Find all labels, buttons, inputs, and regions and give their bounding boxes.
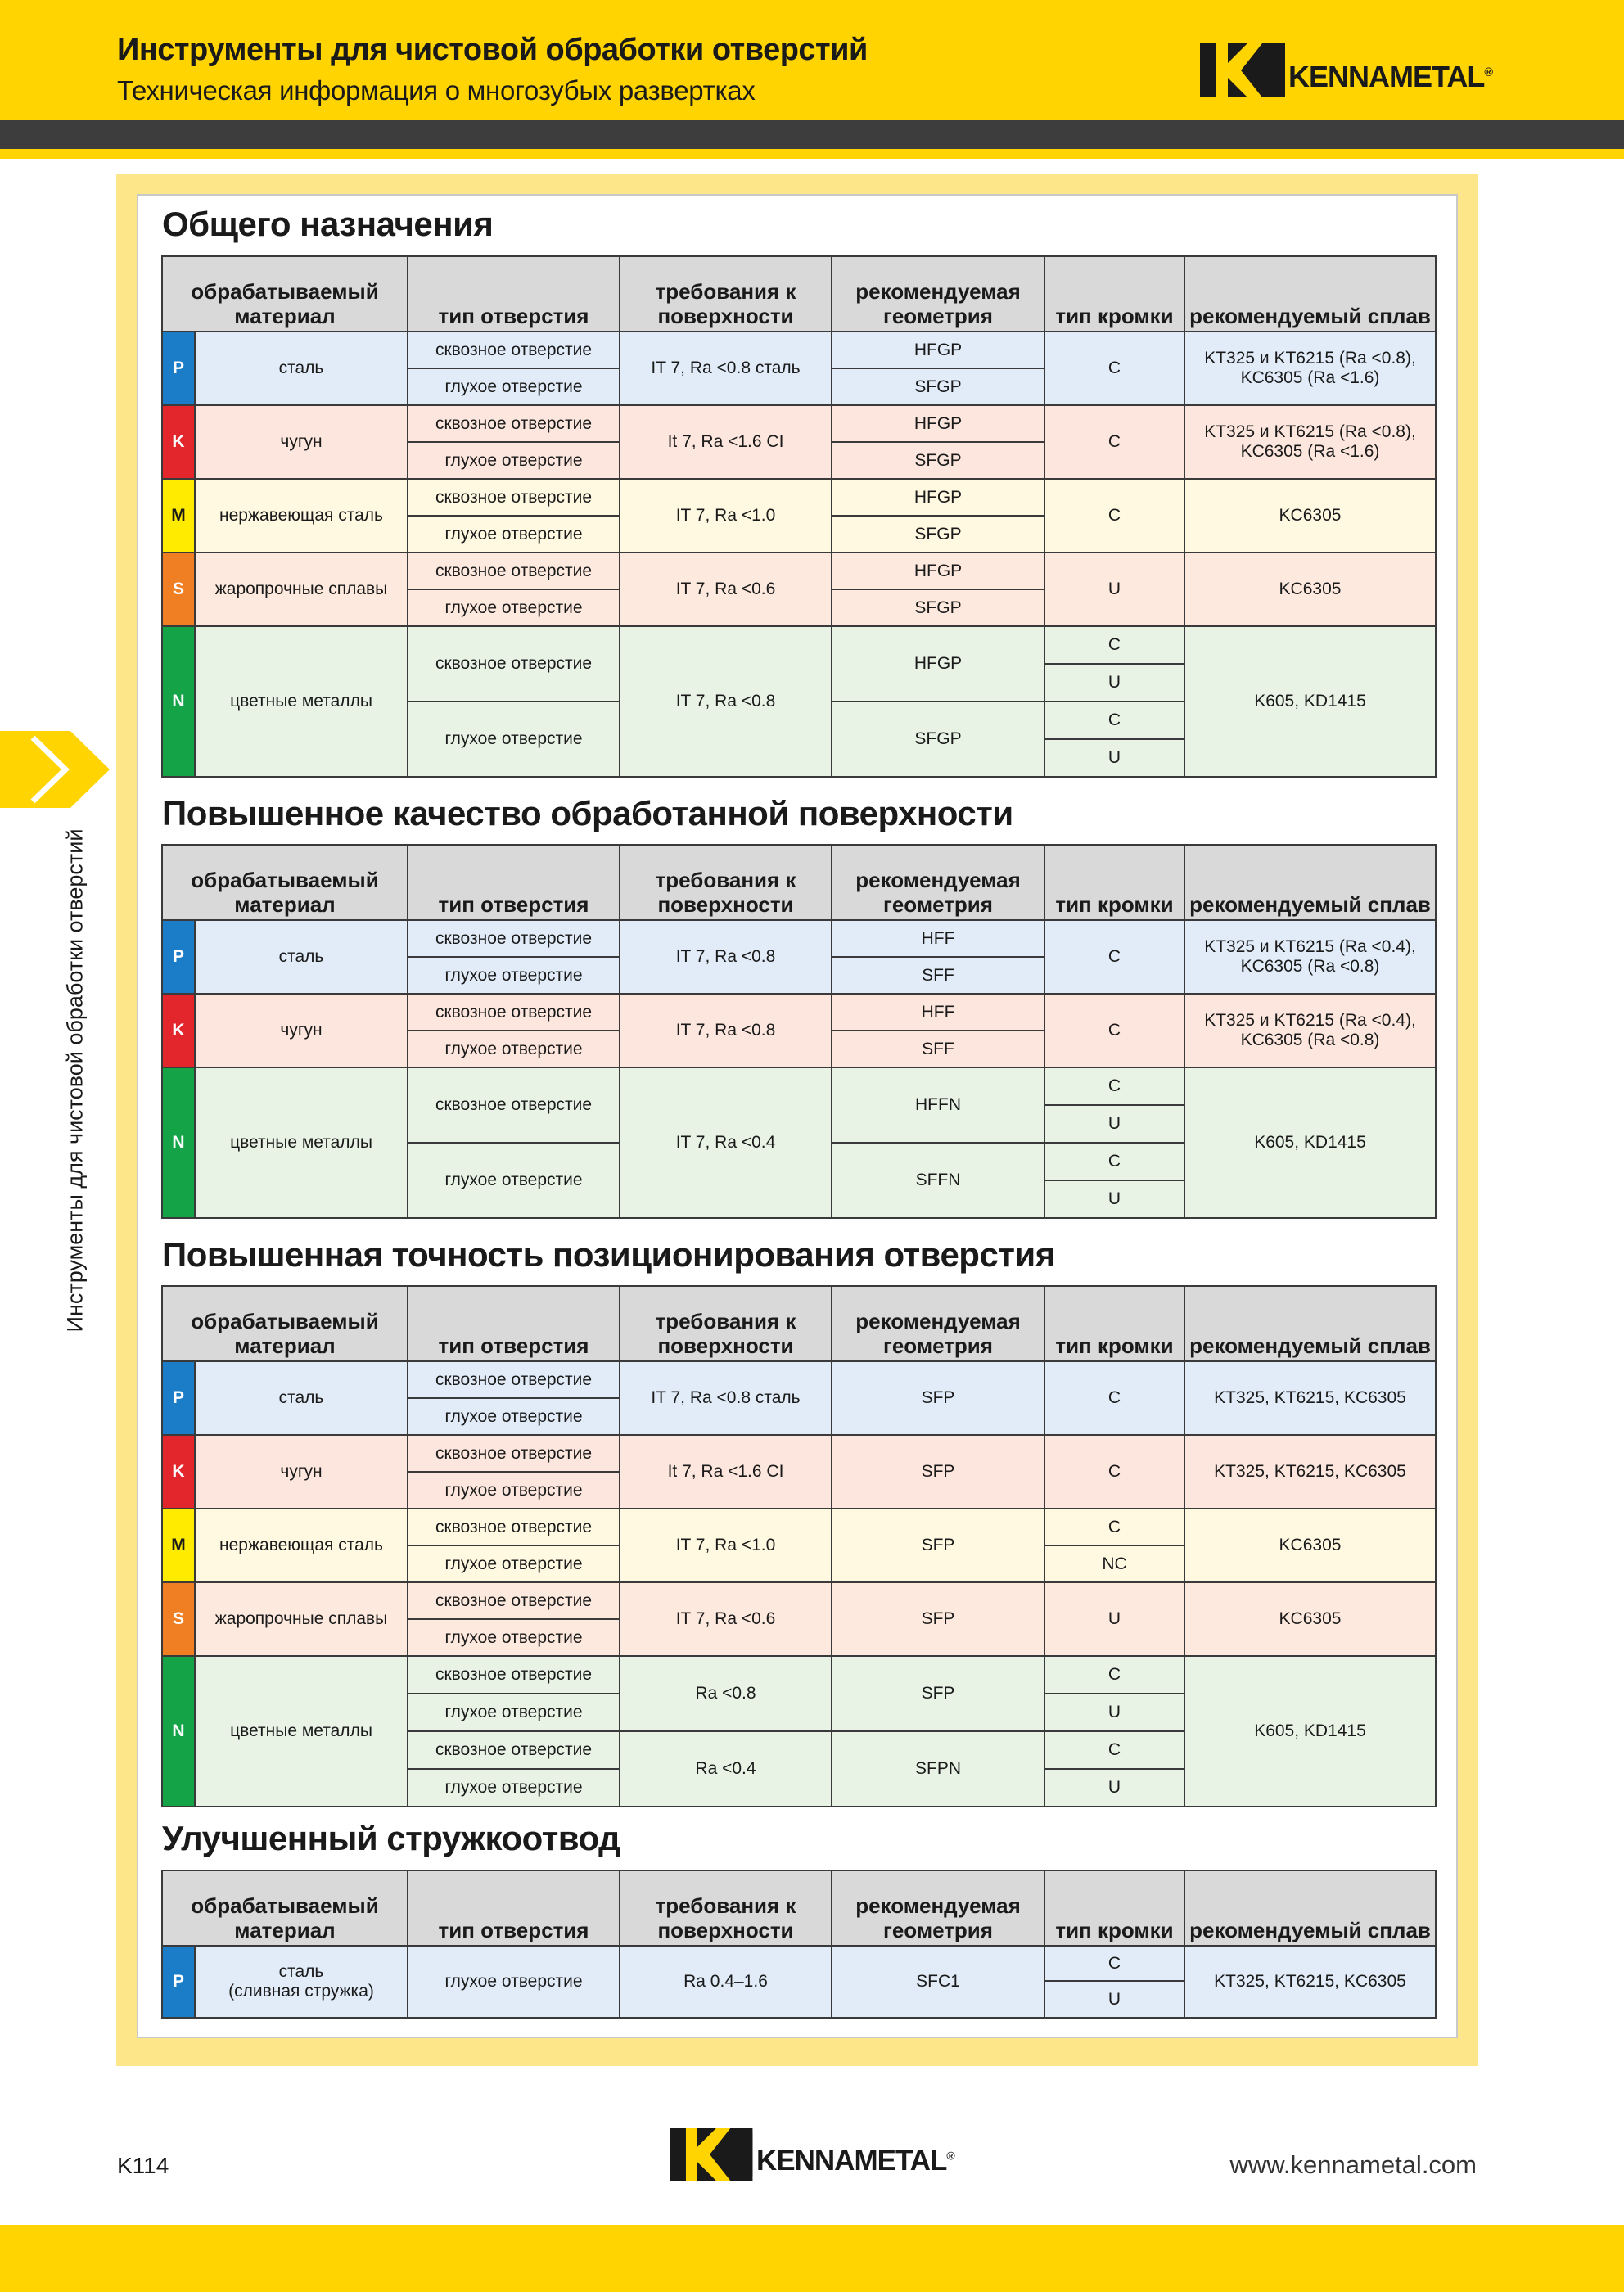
iso-code-badge: N <box>162 626 195 777</box>
table-row <box>162 332 1436 368</box>
material-cell: цветные металлы <box>195 626 408 777</box>
table-general-purpose <box>161 255 1437 778</box>
grade-cell: KT325 и KT6215 (Ra <0.4), KC6305 (Ra <0.8) <box>1184 920 1436 994</box>
surface-cell: Ra <0.4 <box>620 1731 832 1807</box>
iso-code-badge: M <box>162 1509 195 1582</box>
grade-cell: KC6305 <box>1184 1582 1436 1656</box>
material-cell: цветные металлы <box>195 1067 408 1218</box>
geometry-cell: SFGP <box>832 368 1044 405</box>
material-cell: чугун <box>195 994 408 1067</box>
col-header-edge: тип кромки <box>1044 845 1184 920</box>
edge-cell: C <box>1044 1656 1184 1694</box>
kennametal-mark-icon <box>670 2128 753 2181</box>
edge-cell: C <box>1044 1731 1184 1769</box>
hole-type-cell: сквозное отверстие <box>408 332 620 368</box>
side-tab-label: Инструменты для чистовой обработки отверстий <box>62 828 88 1333</box>
col-header-edge: тип кромки <box>1044 256 1184 332</box>
material-cell: сталь <box>195 1361 408 1435</box>
edge-cell: U <box>1044 1180 1184 1218</box>
hole-type-cell: глухое отверстие <box>408 368 620 405</box>
geometry-cell: SFP <box>832 1582 1044 1656</box>
material-name: сталь <box>278 1961 324 1981</box>
section-title: Улучшенный стружкоотвод <box>162 1819 620 1857</box>
col-header-geometry: рекомендуемая геометрия <box>832 845 1044 920</box>
grade-cell: KT325 и KT6215 (Ra <0.4), KC6305 (Ra <0.8) <box>1184 994 1436 1067</box>
table-surface-quality <box>161 844 1437 1219</box>
col-header-edge: тип кромки <box>1044 1870 1184 1946</box>
surface-cell: Ra 0.4–1.6 <box>620 1946 832 2018</box>
col-header-hole-type: тип отверстия <box>408 256 620 332</box>
col-header-surface: требования к поверхности <box>620 1286 832 1361</box>
geometry-cell: SFGP <box>832 702 1044 777</box>
geometry-cell: HFF <box>832 920 1044 957</box>
geometry-cell: SFGP <box>832 516 1044 553</box>
edge-cell: U <box>1044 1105 1184 1143</box>
col-header-hole-type: тип отверстия <box>408 845 620 920</box>
grade-cell: KT325 и KT6215 (Ra <0.8), KC6305 (Ra <1.6) <box>1184 332 1436 405</box>
logo-wordmark: KENNAMETAL <box>1288 60 1485 93</box>
edge-cell: C <box>1044 1143 1184 1180</box>
edge-cell: C <box>1044 332 1184 405</box>
surface-cell: It 7, Ra <1.6 CI <box>620 1435 832 1509</box>
material-cell <box>195 1946 408 2018</box>
grade-cell: KT325, KT6215, KC6305 <box>1184 1946 1436 2018</box>
material-note: (сливная стружка) <box>228 1982 374 2001</box>
iso-code-badge: S <box>162 1582 195 1656</box>
kennametal-mark-icon <box>1200 43 1285 97</box>
col-header-geometry: рекомендуемая геометрия <box>832 1870 1044 1946</box>
edge-cell: C <box>1044 405 1184 479</box>
col-header-material: обрабатываемый материал <box>162 256 408 332</box>
material-cell: чугун <box>195 1435 408 1509</box>
table-row <box>162 405 1436 442</box>
iso-code-badge: P <box>162 332 195 405</box>
grade-cell: KC6305 <box>1184 479 1436 553</box>
hole-type-cell: сквозное отверстие <box>408 626 620 702</box>
geometry-cell: SFC1 <box>832 1946 1044 2018</box>
col-header-grade: рекомендуемый сплав <box>1184 256 1436 332</box>
material-cell: нержавеющая сталь <box>195 479 408 553</box>
hole-type-cell: глухое отверстие <box>408 442 620 479</box>
hole-type-cell: глухое отверстие <box>408 702 620 777</box>
edge-cell: U <box>1044 1769 1184 1807</box>
geometry-cell: SFFN <box>832 1143 1044 1218</box>
table-row <box>162 1435 1436 1472</box>
col-header-geometry: рекомендуемая геометрия <box>832 1286 1044 1361</box>
geometry-cell: HFGP <box>832 553 1044 589</box>
hole-type-cell: сквозное отверстие <box>408 994 620 1031</box>
geometry-cell: HFF <box>832 994 1044 1031</box>
iso-code-badge: M <box>162 479 195 553</box>
header-subtitle: Техническая информация о многозубых развертках <box>117 75 756 106</box>
surface-cell: Ra <0.8 <box>620 1656 832 1731</box>
geometry-cell: SFP <box>832 1435 1044 1509</box>
table-row <box>162 1361 1436 1398</box>
footer-band <box>0 2225 1624 2292</box>
edge-cell: C <box>1044 1509 1184 1545</box>
material-cell: жаропрочные сплавы <box>195 1582 408 1656</box>
col-header-hole-type: тип отверстия <box>408 1286 620 1361</box>
col-header-hole-type: тип отверстия <box>408 1870 620 1946</box>
hole-type-cell: сквозное отверстие <box>408 1067 620 1143</box>
edge-cell: C <box>1044 1067 1184 1105</box>
col-header-material: обрабатываемый материал <box>162 1286 408 1361</box>
iso-code-badge: P <box>162 1361 195 1435</box>
hole-type-cell: сквозное отверстие <box>408 1582 620 1619</box>
material-cell: нержавеющая сталь <box>195 1509 408 1582</box>
iso-code-badge: P <box>162 920 195 994</box>
geometry-cell: SFPN <box>832 1731 1044 1807</box>
iso-code-badge: N <box>162 1067 195 1218</box>
hole-type-cell: глухое отверстие <box>408 516 620 553</box>
header-logo <box>1200 43 1492 97</box>
edge-cell: U <box>1044 1981 1184 2018</box>
table-row <box>162 1946 1436 1981</box>
geometry-cell: HFGP <box>832 332 1044 368</box>
hole-type-cell: глухое отверстие <box>408 589 620 626</box>
grade-cell: KC6305 <box>1184 553 1436 626</box>
hole-type-cell: глухое отверстие <box>408 1143 620 1218</box>
geometry-cell: HFGP <box>832 405 1044 442</box>
table-row <box>162 1656 1436 1694</box>
surface-cell: IT 7, Ra <1.0 <box>620 1509 832 1582</box>
table-row <box>162 626 1436 664</box>
col-header-geometry: рекомендуемая геометрия <box>832 256 1044 332</box>
edge-cell: U <box>1044 553 1184 626</box>
iso-code-badge: K <box>162 1435 195 1509</box>
header-yellow-line <box>0 149 1624 159</box>
hole-type-cell: сквозное отверстие <box>408 1435 620 1472</box>
col-header-surface: требования к поверхности <box>620 1870 832 1946</box>
side-tab-chevron-icon <box>0 731 110 808</box>
table-row <box>162 1067 1436 1105</box>
edge-cell: C <box>1044 994 1184 1067</box>
hole-type-cell: глухое отверстие <box>408 957 620 994</box>
edge-cell: C <box>1044 1946 1184 1981</box>
geometry-cell: SFP <box>832 1509 1044 1582</box>
edge-cell: U <box>1044 739 1184 777</box>
table-row <box>162 553 1436 589</box>
hole-type-cell: глухое отверстие <box>408 1545 620 1582</box>
surface-cell: IT 7, Ra <0.8 <box>620 626 832 777</box>
col-header-material: обрабатываемый материал <box>162 845 408 920</box>
grade-cell: K605, KD1415 <box>1184 1067 1436 1218</box>
table-row <box>162 1582 1436 1619</box>
geometry-cell: SFGP <box>832 442 1044 479</box>
hole-type-cell: глухое отверстие <box>408 1472 620 1509</box>
website-link[interactable]: www.kennametal.com <box>1229 2150 1477 2179</box>
material-cell: сталь <box>195 332 408 405</box>
footer-logo <box>670 2128 954 2181</box>
edge-cell: C <box>1044 626 1184 664</box>
logo-registered-mark: ® <box>1484 66 1492 79</box>
col-header-surface: требования к поверхности <box>620 845 832 920</box>
surface-cell: IT 7, Ra <0.8 <box>620 994 832 1067</box>
section-title: Повышенная точность позиционирования отверстия <box>162 1235 1055 1274</box>
surface-cell: IT 7, Ra <0.8 сталь <box>620 332 832 405</box>
surface-cell: IT 7, Ra <0.6 <box>620 553 832 626</box>
grade-cell: KT325, KT6215, KC6305 <box>1184 1361 1436 1435</box>
geometry-cell: HFGP <box>832 479 1044 516</box>
surface-cell: IT 7, Ra <1.0 <box>620 479 832 553</box>
col-header-material: обрабатываемый материал <box>162 1870 408 1946</box>
grade-cell: KC6305 <box>1184 1509 1436 1582</box>
hole-type-cell: сквозное отверстие <box>408 1731 620 1769</box>
surface-cell: It 7, Ra <1.6 CI <box>620 405 832 479</box>
edge-cell: C <box>1044 1435 1184 1509</box>
header-gray-bar <box>0 120 1624 149</box>
hole-type-cell: сквозное отверстие <box>408 1656 620 1694</box>
edge-cell: C <box>1044 1361 1184 1435</box>
surface-cell: IT 7, Ra <0.6 <box>620 1582 832 1656</box>
table-row <box>162 1509 1436 1545</box>
iso-code-badge: K <box>162 994 195 1067</box>
table-row <box>162 920 1436 957</box>
logo-wordmark: KENNAMETAL <box>756 2145 947 2177</box>
grade-cell: K605, KD1415 <box>1184 626 1436 777</box>
geometry-cell: SFP <box>832 1361 1044 1435</box>
header-title: Инструменты для чистовой обработки отверстий <box>117 33 868 67</box>
col-header-edge: тип кромки <box>1044 1286 1184 1361</box>
iso-code-badge: K <box>162 405 195 479</box>
geometry-cell: SFF <box>832 957 1044 994</box>
material-cell: цветные металлы <box>195 1656 408 1807</box>
hole-type-cell: глухое отверстие <box>408 1619 620 1656</box>
edge-cell: C <box>1044 479 1184 553</box>
table-row <box>162 479 1436 516</box>
hole-type-cell: глухое отверстие <box>408 1398 620 1435</box>
material-cell: сталь <box>195 920 408 994</box>
hole-type-cell: глухое отверстие <box>408 1694 620 1731</box>
iso-code-badge: N <box>162 1656 195 1807</box>
logo-registered-mark: ® <box>946 2149 954 2163</box>
edge-cell: U <box>1044 1582 1184 1656</box>
geometry-cell: HFGP <box>832 626 1044 702</box>
table-chip-evacuation <box>161 1870 1437 2019</box>
edge-cell: NC <box>1044 1545 1184 1582</box>
col-header-surface: требования к поверхности <box>620 256 832 332</box>
section-title: Общего назначения <box>162 205 494 243</box>
edge-cell: U <box>1044 1694 1184 1731</box>
surface-cell: IT 7, Ra <0.4 <box>620 1067 832 1218</box>
grade-cell: KT325 и KT6215 (Ra <0.8), KC6305 (Ra <1.6) <box>1184 405 1436 479</box>
col-header-grade: рекомендуемый сплав <box>1184 1286 1436 1361</box>
surface-cell: IT 7, Ra <0.8 сталь <box>620 1361 832 1435</box>
page-number: K114 <box>117 2153 169 2178</box>
grade-cell: K605, KD1415 <box>1184 1656 1436 1807</box>
hole-type-cell: сквозное отверстие <box>408 405 620 442</box>
iso-code-badge: S <box>162 553 195 626</box>
hole-type-cell: сквозное отверстие <box>408 1361 620 1398</box>
hole-type-cell: сквозное отверстие <box>408 1509 620 1545</box>
hole-type-cell: глухое отверстие <box>408 1946 620 2018</box>
section-title: Повышенное качество обработанной поверхности <box>162 794 1013 832</box>
hole-type-cell: сквозное отверстие <box>408 479 620 516</box>
grade-cell: KT325, KT6215, KC6305 <box>1184 1435 1436 1509</box>
iso-code-badge: P <box>162 1946 195 2018</box>
hole-type-cell: сквозное отверстие <box>408 920 620 957</box>
hole-type-cell: глухое отверстие <box>408 1031 620 1067</box>
geometry-cell: SFP <box>832 1656 1044 1731</box>
col-header-grade: рекомендуемый сплав <box>1184 845 1436 920</box>
material-cell: чугун <box>195 405 408 479</box>
hole-type-cell: глухое отверстие <box>408 1769 620 1807</box>
geometry-cell: SFGP <box>832 589 1044 626</box>
material-cell: жаропрочные сплавы <box>195 553 408 626</box>
geometry-cell: HFFN <box>832 1067 1044 1143</box>
table-row <box>162 994 1436 1031</box>
surface-cell: IT 7, Ra <0.8 <box>620 920 832 994</box>
col-header-grade: рекомендуемый сплав <box>1184 1870 1436 1946</box>
table-positioning-accuracy <box>161 1285 1437 1807</box>
edge-cell: C <box>1044 702 1184 739</box>
edge-cell: C <box>1044 920 1184 994</box>
edge-cell: U <box>1044 664 1184 702</box>
geometry-cell: SFF <box>832 1031 1044 1067</box>
hole-type-cell: сквозное отверстие <box>408 553 620 589</box>
